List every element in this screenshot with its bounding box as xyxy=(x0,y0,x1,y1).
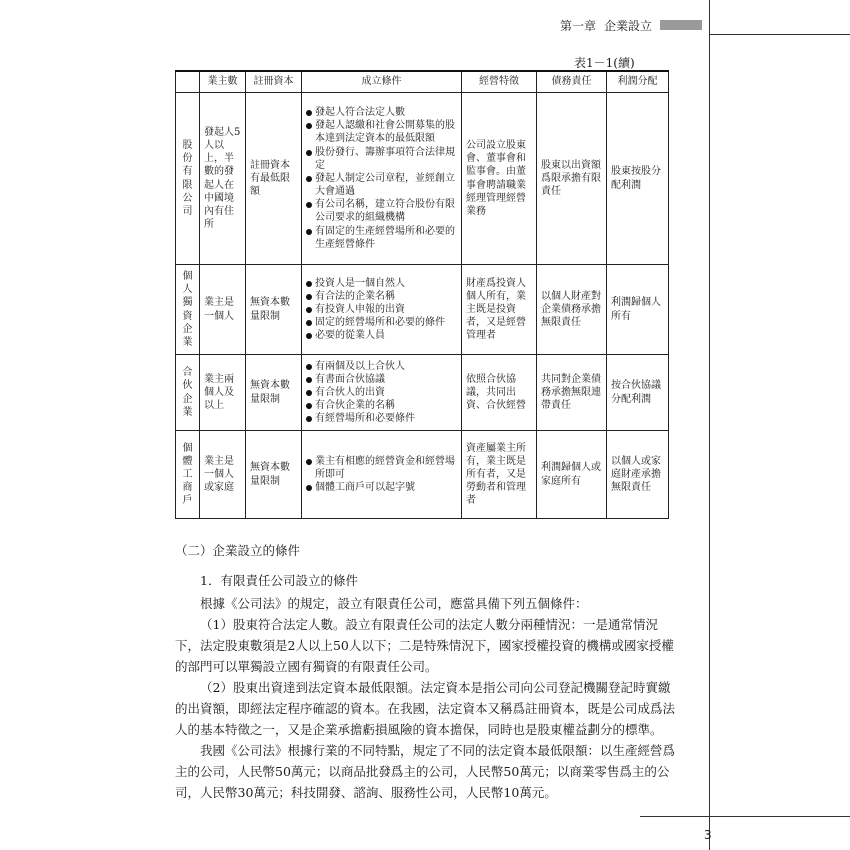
capital-cell: 註冊資本有最低限額 xyxy=(246,93,302,265)
header-bar xyxy=(660,20,702,30)
profit-cell: 股東按股分配利潤 xyxy=(607,93,669,265)
col-header-conditions: 成立條件 xyxy=(302,71,462,93)
owners-cell: 發起人5人以上，半數的發起人在中國境內有住所 xyxy=(200,93,246,265)
profit-cell: 按合伙協議分配利潤 xyxy=(607,355,669,431)
paragraph: （2）股東出資達到法定資本最低限額。法定資本是指公司向公司登記機關登記時實繳的出資額，即經法定程序確認的資本。在我國，法定資本又稱爲註冊資本，既是公司成爲法人的基本特徵之一，又是企業承擔虧損風險的資本擔保，同時也是股東權益劃分的標準。 xyxy=(175,680,676,737)
enterprise-type: 合 伙 企 業 xyxy=(176,355,200,431)
condition-item: 有兩個及以上合伙人 xyxy=(306,360,457,373)
table-header-row xyxy=(176,71,669,93)
col-header-liability: 債務責任 xyxy=(537,71,607,93)
owners-cell: 業主兩個人及以上 xyxy=(200,355,246,431)
features-cell: 資產屬業主所有，業主既是所有者，又是勞動者和管理者 xyxy=(462,431,537,519)
table-row xyxy=(176,355,669,431)
features-cell: 公司設立股東會、董事會和監事會。由董事會聘請職業經理管理經營業務 xyxy=(462,93,537,265)
conditions-cell xyxy=(302,431,462,519)
condition-item: 發起人符合法定人數 xyxy=(306,106,457,119)
conditions-cell xyxy=(302,93,462,265)
table-row xyxy=(176,265,669,355)
table-row xyxy=(176,431,669,519)
body-text xyxy=(175,540,675,803)
condition-item: 固定的經營場所和必要的條件 xyxy=(306,316,457,329)
enterprise-type: 個 人 獨 資 企 業 xyxy=(176,265,200,355)
condition-item: 股份發行、籌辦事項符合法律規定 xyxy=(306,146,457,172)
condition-item: 有投資人申報的出資 xyxy=(306,303,457,316)
liability-cell: 利潤歸個人或家庭所有 xyxy=(537,431,607,519)
section-heading: （二）企業設立的條件 xyxy=(175,543,301,558)
condition-item: 有公司名稱，建立符合股份有限公司要求的組織機構 xyxy=(306,198,457,224)
owners-cell: 業主是一個人或家庭 xyxy=(200,431,246,519)
subsection-heading: 1．有限責任公司設立的條件 xyxy=(200,573,358,588)
condition-item: 有合伙人的出資 xyxy=(306,386,457,399)
paragraph: 根據《公司法》的規定，設立有限責任公司，應當具備下列五個條件： xyxy=(200,596,588,611)
liability-cell: 共同對企業債務承擔無限連帶責任 xyxy=(537,355,607,431)
col-header-capital: 註冊資本 xyxy=(246,71,302,93)
col-header-features: 經營特徵 xyxy=(462,71,537,93)
page-number: 3 xyxy=(704,828,712,842)
condition-item: 有合伙企業的名稱 xyxy=(306,399,457,412)
enterprise-type: 個 體 工 商 戶 xyxy=(176,431,200,519)
condition-item: 有固定的生產經營場所和必要的生產經營條件 xyxy=(306,225,457,251)
condition-item: 投資人是一個自然人 xyxy=(306,277,457,290)
crop-line-bottom xyxy=(640,816,850,817)
crop-line-right xyxy=(709,0,710,850)
col-header-profit: 利潤分配 xyxy=(607,71,669,93)
conditions-cell xyxy=(302,355,462,431)
owners-cell: 業主是一個人 xyxy=(200,265,246,355)
conditions-cell xyxy=(302,265,462,355)
features-cell: 財產爲投資人個人所有，業主既是投資者，又是經營管理者 xyxy=(462,265,537,355)
liability-cell: 股東以出資額爲限承擔有限責任 xyxy=(537,93,607,265)
enterprise-type: 股 份 有 限 公 司 xyxy=(176,93,200,265)
table-caption: 表1－1(續) xyxy=(574,56,635,70)
capital-cell: 無資本數量限制 xyxy=(246,355,302,431)
col-header-owners: 業主數 xyxy=(200,71,246,93)
condition-item: 個體工商戶可以起字號 xyxy=(306,481,457,494)
paragraph: （1）股東符合法定人數。設立有限責任公司的法定人數分兩種情況：一是通常情況下，法定股東數須是2人以上50人以下；二是特殊情況下，國家授權投資的機構或國家授權的部門可以單獨設立國有獨資的有限責任公司。 xyxy=(175,617,674,674)
paragraph: 我國《公司法》根據行業的不同特點，規定了不同的法定資本最低限額：以生產經營爲主的公司，人民幣50萬元；以商品批發爲主的公司，人民幣50萬元；以商業零售爲主的公司，人民幣30萬元；科技開發、諮詢、服務性公司，人民幣10萬元。 xyxy=(175,743,676,800)
chapter-label: 第一章 xyxy=(560,18,597,33)
profit-cell: 利潤歸個人所有 xyxy=(607,265,669,355)
capital-cell: 無資本數量限制 xyxy=(246,431,302,519)
chapter-title: 企業設立 xyxy=(604,18,653,33)
features-cell: 依照合伙協議，共同出資、合伙經營 xyxy=(462,355,537,431)
running-header xyxy=(560,14,710,36)
capital-cell: 無資本數量限制 xyxy=(246,265,302,355)
condition-item: 有合法的企業名稱 xyxy=(306,290,457,303)
liability-cell: 以個人財產對企業債務承擔無限責任 xyxy=(537,265,607,355)
condition-item: 發起人認繳和社會公開募集的股本達到法定資本的最低限額 xyxy=(306,119,457,145)
crop-line-top xyxy=(709,34,850,35)
condition-item: 發起人制定公司章程，並經創立大會通過 xyxy=(306,172,457,198)
condition-item: 業主有相應的經營資金和經營場所即可 xyxy=(306,455,457,481)
condition-item: 必要的從業人員 xyxy=(306,329,457,342)
enterprise-comparison-table xyxy=(175,70,669,519)
profit-cell: 以個人或家庭財產承擔無限責任 xyxy=(607,431,669,519)
table-row xyxy=(176,93,669,265)
col-header-type xyxy=(176,71,200,93)
condition-item: 有經營場所和必要條件 xyxy=(306,412,457,425)
condition-item: 有書面合伙協議 xyxy=(306,373,457,386)
